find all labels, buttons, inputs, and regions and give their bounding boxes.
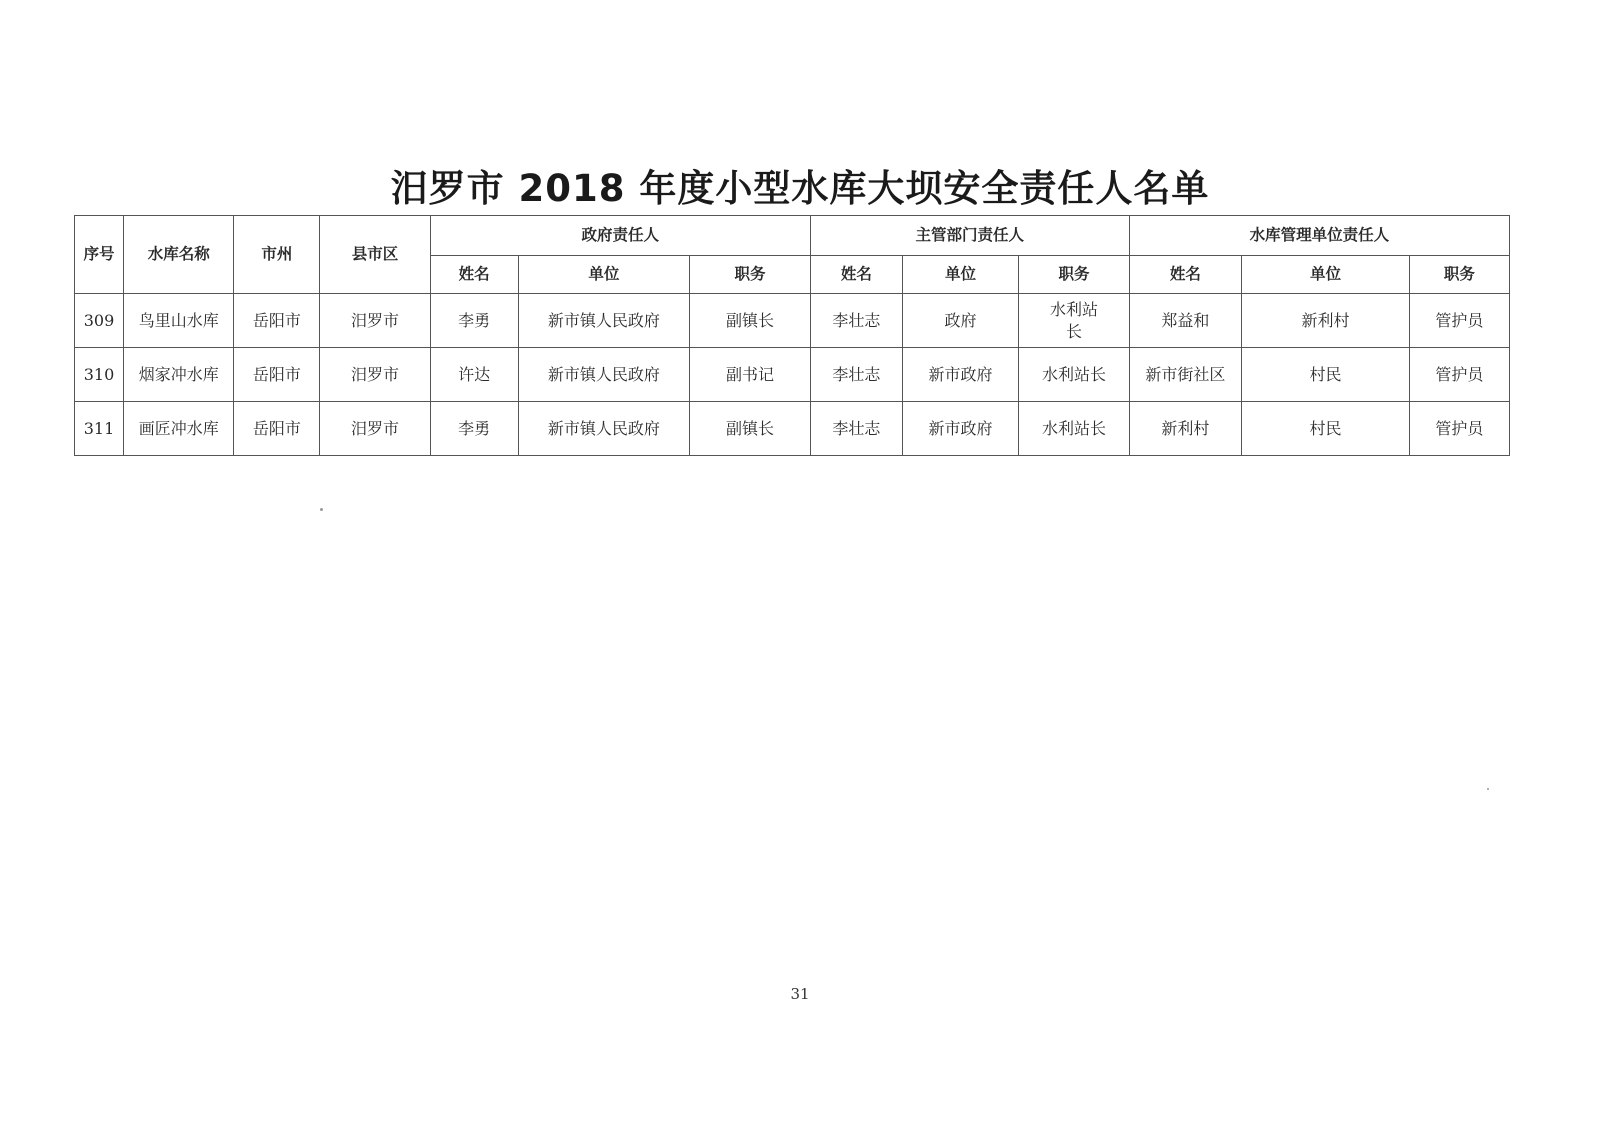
cell-reservoir: 画匠冲水库 bbox=[124, 402, 234, 456]
cell-mgmt-unit: 村民 bbox=[1242, 348, 1410, 402]
cell-city: 岳阳市 bbox=[234, 348, 320, 402]
cell-mgmt-name: 郑益和 bbox=[1129, 294, 1241, 348]
cell-mgmt-unit: 新利村 bbox=[1242, 294, 1410, 348]
cell-seq: 309 bbox=[75, 294, 124, 348]
cell-mgmt-position: 管护员 bbox=[1409, 294, 1509, 348]
cell-county: 汨罗市 bbox=[320, 348, 430, 402]
header-row-groups bbox=[75, 216, 1510, 256]
cell-city: 岳阳市 bbox=[234, 294, 320, 348]
header-mgmt-position: 职务 bbox=[1409, 256, 1509, 294]
cell-dept-name: 李壮志 bbox=[810, 348, 902, 402]
cell-gov-position: 副镇长 bbox=[690, 402, 811, 456]
header-seq: 序号 bbox=[75, 216, 124, 294]
document-title: 汨罗市 2018 年度小型水库大坝安全责任人名单 bbox=[390, 167, 1210, 210]
cell-gov-unit: 新市镇人民政府 bbox=[518, 402, 690, 456]
header-mgmt-unit: 单位 bbox=[1242, 256, 1410, 294]
cell-county: 汨罗市 bbox=[320, 294, 430, 348]
header-city: 市州 bbox=[234, 216, 320, 294]
cell-gov-unit: 新市镇人民政府 bbox=[518, 348, 690, 402]
cell-gov-unit: 新市镇人民政府 bbox=[518, 294, 690, 348]
responsibility-table bbox=[74, 215, 1510, 456]
scan-speck bbox=[320, 508, 323, 511]
cell-gov-name: 许达 bbox=[430, 348, 518, 402]
cell-city: 岳阳市 bbox=[234, 402, 320, 456]
scan-speck bbox=[1487, 788, 1489, 790]
cell-dept-unit: 政府 bbox=[902, 294, 1019, 348]
cell-dept-position: 水利站长 bbox=[1019, 294, 1129, 348]
header-dept-unit: 单位 bbox=[902, 256, 1019, 294]
cell-mgmt-name: 新市街社区 bbox=[1129, 348, 1241, 402]
cell-county: 汨罗市 bbox=[320, 402, 430, 456]
table-row bbox=[75, 402, 1510, 456]
table-row bbox=[75, 294, 1510, 348]
cell-mgmt-unit: 村民 bbox=[1242, 402, 1410, 456]
cell-reservoir: 鸟里山水库 bbox=[124, 294, 234, 348]
cell-mgmt-position: 管护员 bbox=[1409, 348, 1509, 402]
header-gov-position: 职务 bbox=[690, 256, 811, 294]
header-group-government: 政府责任人 bbox=[430, 216, 810, 256]
cell-gov-position: 副镇长 bbox=[690, 294, 811, 348]
cell-reservoir: 烟家冲水库 bbox=[124, 348, 234, 402]
header-dept-name: 姓名 bbox=[810, 256, 902, 294]
header-county: 县市区 bbox=[320, 216, 430, 294]
cell-gov-name: 李勇 bbox=[430, 294, 518, 348]
header-group-department: 主管部门责任人 bbox=[810, 216, 1129, 256]
cell-gov-position: 副书记 bbox=[690, 348, 811, 402]
cell-dept-name: 李壮志 bbox=[810, 402, 902, 456]
header-mgmt-name: 姓名 bbox=[1129, 256, 1241, 294]
page-number: 31 bbox=[790, 985, 810, 1003]
cell-dept-unit: 新市政府 bbox=[902, 402, 1019, 456]
header-gov-name: 姓名 bbox=[430, 256, 518, 294]
cell-dept-position: 水利站长 bbox=[1019, 348, 1129, 402]
cell-seq: 311 bbox=[75, 402, 124, 456]
header-dept-position: 职务 bbox=[1019, 256, 1129, 294]
cell-dept-position: 水利站长 bbox=[1019, 402, 1129, 456]
header-gov-unit: 单位 bbox=[518, 256, 690, 294]
header-group-management: 水库管理单位责任人 bbox=[1129, 216, 1509, 256]
cell-dept-name: 李壮志 bbox=[810, 294, 902, 348]
cell-mgmt-position: 管护员 bbox=[1409, 402, 1509, 456]
cell-dept-unit: 新市政府 bbox=[902, 348, 1019, 402]
header-reservoir-name: 水库名称 bbox=[124, 216, 234, 294]
cell-mgmt-name: 新利村 bbox=[1129, 402, 1241, 456]
table-row bbox=[75, 348, 1510, 402]
cell-seq: 310 bbox=[75, 348, 124, 402]
cell-gov-name: 李勇 bbox=[430, 402, 518, 456]
